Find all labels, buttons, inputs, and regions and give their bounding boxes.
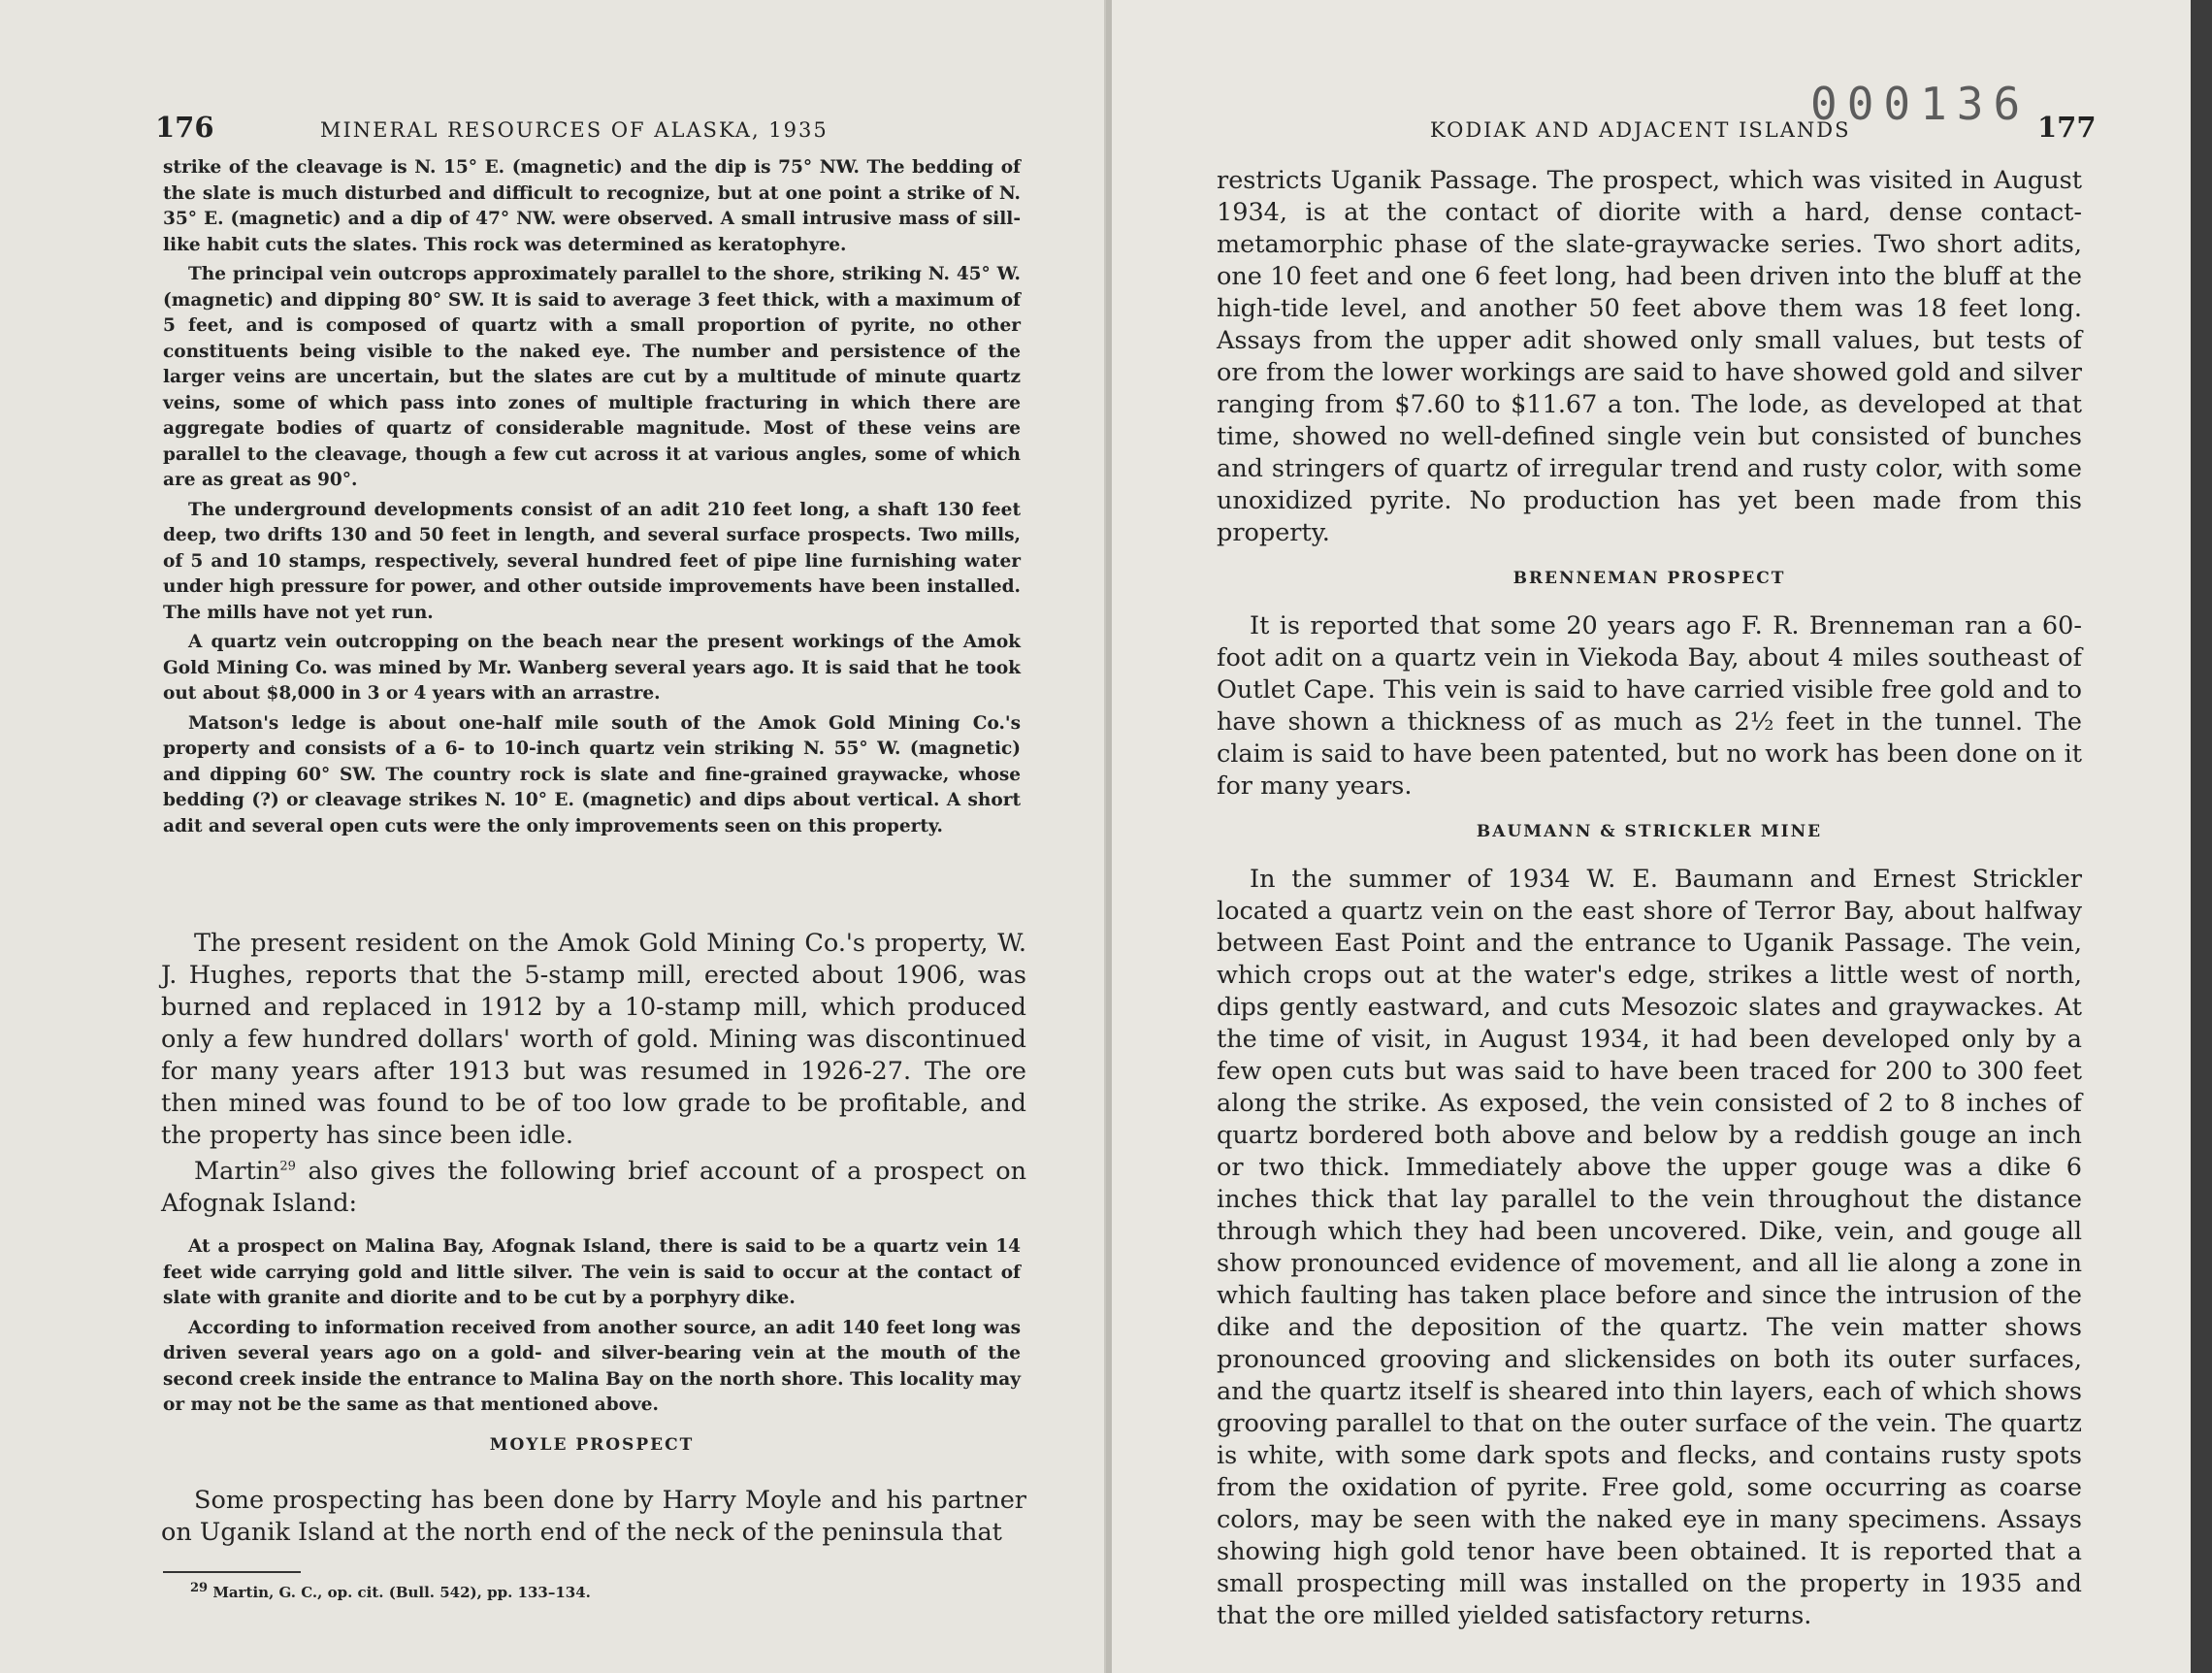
left-running-title: MINERAL RESOURCES OF ALASKA, 1935 <box>320 118 829 142</box>
paragraph: strike of the cleavage is N. 15° E. (magnetic) and the dip is 75° NW. The bedding of the slate is much disturbed and difficult to recognize, but at one point a strike of N. 35° E. (magnetic) and a dip of 47° NW. were observed. A small intrusive mass of sill-like habit cuts the slates. This rock was determined as keratophyre. <box>163 157 1021 255</box>
left-quotation <box>163 1234 1021 1473</box>
right-page <box>1112 0 2191 1673</box>
section-heading-moyle: MOYLE PROSPECT <box>489 1434 695 1455</box>
paragraph: The principal vein outcrops approximately parallel to the shore, striking N. 45° W. (magnetic) and dipping 80° SW. It is said to average 3 feet thick, with a maximum of 5 feet, and is composed of quartz with a small proportion of pyrite, no other constituents being visible to the naked eye. The number and persistence of the larger veins are uncertain, but the slates are cut by a multitude of minute quartz veins, some of which pass into zones of multiple fracturing in which there are aggregate bodies of quartz of considerable magnitude. Most of these veins are parallel to the cleavage, though a few cut across it at various angles, some of which are as great as 90°. <box>163 264 1021 490</box>
right-page-number: 177 <box>2037 111 2097 144</box>
paragraph: Matson's ledge is about one-half mile south of the Amok Gold Mining Co.'s property and consists of a 6- to 10-inch quartz vein striking N. 55° W. (magnetic) and dipping 60° SW. The country rock is slate and fine-grained graywacke, whose bedding (?) or cleavage strikes N. 10° E. (magnetic) and dips about vertical. A short adit and several open cuts were the only improvements seen on this property. <box>163 712 1021 836</box>
right-body-text <box>1217 165 2082 1636</box>
section-heading-brenneman: BRENNEMAN PROSPECT <box>1513 569 1786 588</box>
left-running-head <box>0 105 1104 153</box>
paragraph: restricts Uganik Passage. The prospect, which was visited in August 1934, is at the contact of diorite with a hard, dense contact-metamorphic phase of the slate-graywacke series. Two short adits, one 10 feet and one 6 feet long, had been driven into the bluff at the high-tide level, and another 50 feet above them was 18 feet long. Assays from the upper adit showed only small values, but tests of ore from the lower workings are said to have showed gold and silver ranging from $7.60 to $11.67 a ton. The lode, as developed at that time, showed no well-defined single vein but consisted of bunches and stringers of quartz of irregular trend and rusty color, with some unoxidized pyrite. No production has yet been made from this property. <box>1217 166 2082 547</box>
moyle-paragraph-block <box>161 1485 1026 1553</box>
left-page-number: 176 <box>155 111 214 144</box>
paragraph: Martin$^{29}$ also gives the following brief account of a prospect on Afognak Island: <box>161 1157 1026 1218</box>
quote-paragraph: According to information received from another source, an adit 140 feet long was driven several years ago on a gold- and silver-bearing vein at the mouth of the second creek inside the entrance to Malina Bay on the north shore. This locality may or may not be the same as that mentioned above. <box>163 1317 1021 1415</box>
right-running-head <box>1112 105 2191 153</box>
archive-stamp-number: 000136 <box>1810 78 2031 130</box>
paragraph: The present resident on the Amok Gold Mining Co.'s property, W. J. Hughes, reports that the 5-stamp mill, erected about 1906, was burned and replaced in 1912 by a 10-stamp mill, which produced only a few hundred dollars' worth of gold. Mining was discontinued for many years after 1913 but was resumed in 1926-27. The ore then mined was found to be of too low grade to be profitable, and the property has since been idle. <box>161 929 1026 1150</box>
paragraph: It is reported that some 20 years ago F. R. Brenneman ran a 60-foot adit on a quartz vein in Viekoda Bay, about 4 miles southeast of Outlet Cape. This vein is said to have carried visible free gold and to have shown a thickness of as much as 2½ feet in the tunnel. The claim is said to have been patented, but no work has been done on it for many years. <box>1217 611 2082 801</box>
quote-paragraph: At a prospect on Malina Bay, Afognak Island, there is said to be a quartz vein 14 feet wide carrying gold and little silver. The vein is said to occur at the contact of slate with granite and diorite and to be cut by a porphyry dike. <box>163 1236 1021 1308</box>
author-name: Martin <box>194 1157 280 1186</box>
right-running-title: KODIAK AND ADJACENT ISLANDS <box>1430 118 1851 142</box>
footnote-marker: 29 <box>279 1159 296 1174</box>
footnote-number: 29 <box>190 1581 209 1595</box>
footnote: $^{29}$ Martin, G. C., op. cit. (Bull. 542), pp. 133–134. <box>190 1581 591 1601</box>
left-small-text-block <box>163 155 1021 843</box>
paragraph: A quartz vein outcropping on the beach near the present workings of the Amok Gold Mining Co. was mined by Mr. Wanberg several years ago. It is said that he took out about $8,000 in 3 or 4 years with an arrastre. <box>163 632 1021 704</box>
paragraph: Some prospecting has been done by Harry Moyle and his partner on Uganik Island at the north end of the neck of the peninsula that <box>161 1486 1026 1547</box>
paragraph: In the summer of 1934 W. E. Baumann and Ernest Strickler located a quartz vein on the east shore of Terror Bay, about halfway between East Point and the entrance to Uganik Passage. The vein, which crops out at the water's edge, strikes a little west of north, dips gently eastward, and cuts Mesozoic slates and graywackes. At the time of visit, in August 1934, it had been developed only by a few open cuts but was said to have been traced for 200 to 300 feet along the strike. As exposed, the vein consisted of 2 to 8 inches of quartz bordered both above and below by a reddish gouge an inch or two thick. Immediately above the upper gouge was a dike 6 inches thick that lay parallel to the vein throughout the distance through which they had been uncovered. Dike, vein, and gouge all show pronounced evidence of movement, and all lie along a zone in which faulting has taken place before and since the intrusion of the dike and the deposition of the quartz. The vein matter shows pronounced grooving and slickensides on both its outer surfaces, and the quartz itself is sheared into thin layers, each of which shows grooving parallel to that on the outer surface of the vein. The quartz is white, with some dark spots and flecks, and contains rusty spots from the oxidation of pyrite. Free gold, some occurring as coarse colors, may be seen with the naked eye in many specimens. Assays showing high gold tenor have been obtained. It is reported that a small prospecting mill was installed on the property in 1935 and that the ore milled yielded satisfactory returns. <box>1217 865 2082 1630</box>
paragraph: The underground developments consist of an adit 210 feet long, a shaft 130 feet deep, two drifts 130 and 50 feet in length, and several surface prospects. Two mills, of 5 and 10 stamps, respectively, several hundred feet of pipe line furnishing water under high pressure for power, and other outside improvements have been installed. The mills have not yet run. <box>163 499 1021 623</box>
left-body-text <box>161 928 1026 1224</box>
section-heading-baumann: BAUMANN & STRICKLER MINE <box>1476 822 1823 841</box>
footnote-rule <box>163 1571 301 1573</box>
